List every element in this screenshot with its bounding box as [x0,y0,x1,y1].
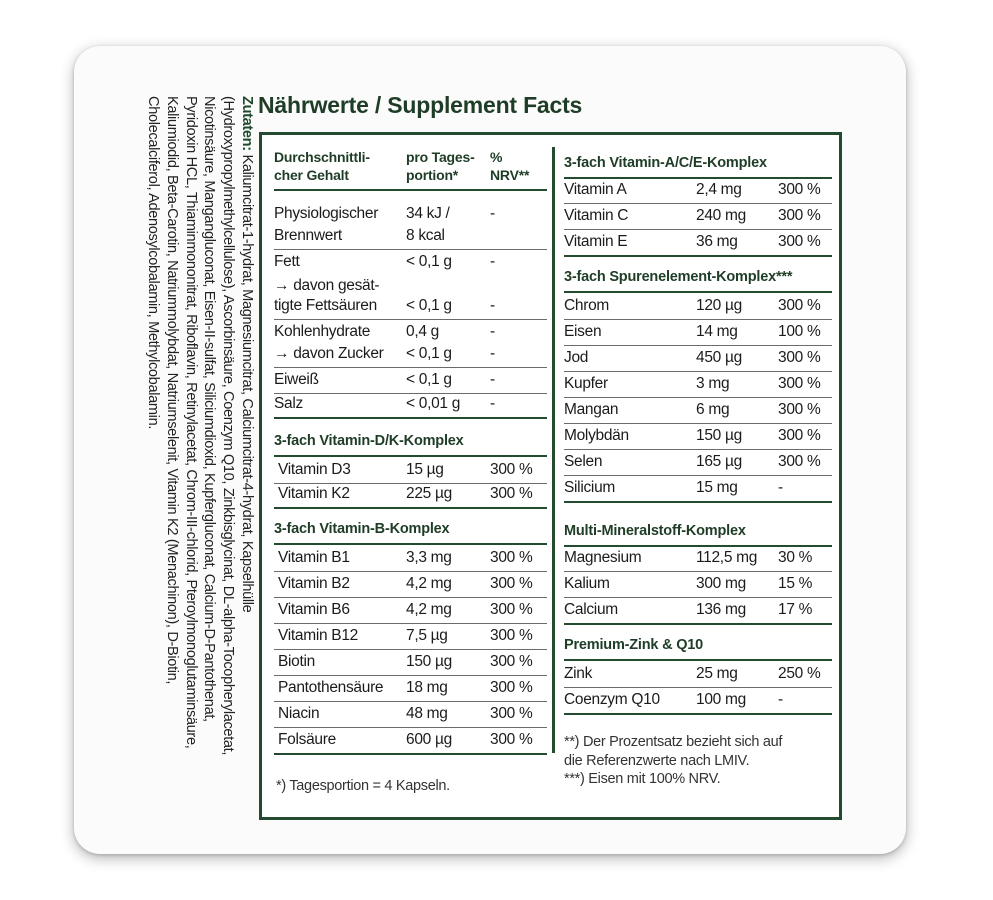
table-row [274,371,547,394]
row-nrv: 300 % [778,207,821,224]
row-amount: 100 mg [696,691,746,708]
footnote-nrv [564,733,782,789]
header-amount-1: pro Tages- [406,149,475,165]
row-name: Jod [564,349,589,366]
row-nrv: - [490,371,495,388]
row-amount: 2,4 mg [696,181,742,198]
row-name: → davon Zucker [274,345,384,362]
row-nrv: 30 % [778,549,813,566]
row-nrv: 15 % [778,575,813,592]
row-nrv: 300 % [778,375,821,392]
row-nrv: - [490,205,495,222]
table-row [274,485,547,509]
row-nrv: 300 % [778,427,821,444]
row-nrv: 300 % [490,575,533,592]
page-title: Nährwerte / Supplement Facts [258,92,583,118]
row-nrv: - [778,479,783,496]
header-nrv-2: NRV** [490,167,530,183]
row-amount: 150 µg [696,427,742,444]
row-amount: 112,5 mg [696,549,758,566]
row-nrv: 300 % [490,601,533,618]
row-name: Selen [564,453,603,470]
table-row [274,277,547,320]
row-name: Vitamin B1 [278,549,350,566]
row-name: Vitamin B6 [278,601,350,618]
row-amount: 300 mg [696,575,746,592]
row-nrv: - [778,691,783,708]
section-heading: Multi-Mineralstoff-Komplex [564,523,832,547]
table-row [274,575,547,598]
row-name: Chrom [564,297,610,314]
row-nrv: 300 % [490,627,533,644]
ingredients-list: Kaliumcitrat-1-hydrat, Magnesiumcitrat, Calciumcitrat-4-hydrat, Kapselhülle (Hydroxypropylmethylcellulose), Ascorbinsäure, Coenzym Q10, Zinkbisglycinat, DL-alpha-Tocopherylacetat, Nicotinsäure, Mangangluconat, Eisen-II-sulfat, Siliciumdioxid, Kupfergluconat, Calcium-D-Pantothenat, Pyridoxin HCL, Thiaminmononitrat, Riboflavin, Retinylacetat, Chrom-III-chlorid, Pteroylmonoglutaminsäure, Kaliumiodid, Beta-Carotin, Natriummolybdat, Natriumselenit, Vitamin K2 (Menachinon), D-Biotin, Cholecalciferol, Adenosylcobalamin, Methylcobalamin. [145,96,255,756]
row-amount: 136 mg [696,601,746,618]
row-amount: 600 µg [406,731,452,748]
table-row [564,601,832,625]
table-row [564,349,832,372]
row-name: Silicium [564,479,615,496]
row-amount: 3,3 mg [406,549,452,566]
table-row [274,205,547,250]
table-header [274,149,547,191]
row-nrv: 300 % [490,653,533,670]
row-nrv: 300 % [778,297,821,314]
row-amount: 18 mg [406,679,448,696]
table-row [564,323,832,346]
row-name: Biotin [278,653,315,670]
row-nrv: 300 % [490,461,533,478]
row-name: Salz [274,395,303,412]
table-row [274,253,547,275]
row-name: Niacin [278,705,320,722]
row-amount: 6 mg [696,401,730,418]
table-row [564,549,832,572]
section-heading: Premium-Zink & Q10 [564,637,832,661]
table-row [274,601,547,624]
table-row [564,453,832,476]
row-name: Vitamin K2 [278,485,350,502]
row-nrv: 300 % [778,233,821,250]
row-amount: < 0,1 g [406,253,452,270]
table-row [564,207,832,230]
row-amount: 4,2 mg [406,601,452,618]
row-name: Eiweiß [274,371,319,388]
row-name: Vitamin D3 [278,461,351,478]
row-name: Zink [564,665,593,682]
row-name: → davon gesät- [274,277,380,294]
row-amount: < 0,1 g [406,345,452,362]
supplement-facts-box [259,132,842,820]
row-amount: 150 µg [406,653,452,670]
row-name: Vitamin B2 [278,575,350,592]
row-amount: 7,5 µg [406,627,448,644]
row-name: Fett [274,253,300,270]
row-amount: 165 µg [696,453,742,470]
column-divider [552,147,555,753]
row-nrv: - [490,297,495,314]
ingredients-text [106,96,256,776]
table-row [274,627,547,650]
row-name-line2: Brennwert [274,227,342,244]
row-name: Pantothensäure [278,679,384,696]
footnote-serving: *) Tagesportion = 4 Kapseln. [276,778,450,794]
row-nrv: - [490,345,495,362]
row-name: Magnesium [564,549,642,566]
table-row [274,461,547,484]
table-row [564,427,832,450]
row-nrv: 300 % [490,705,533,722]
table-row [564,181,832,204]
row-name-line2: tigte Fettsäuren [274,297,377,314]
row-amount: 15 mg [696,479,738,496]
row-name: Mangan [564,401,619,418]
row-name: Vitamin C [564,207,629,224]
row-amount: 240 mg [696,207,746,224]
row-nrv: 300 % [490,485,533,502]
table-row [274,705,547,728]
row-name: Physiologischer [274,205,379,222]
row-amount: < 0,1 g [406,371,452,388]
row-nrv: 300 % [778,453,821,470]
row-amount: 48 mg [406,705,448,722]
section-heading: 3-fach Vitamin-B-Komplex [274,521,547,545]
row-name: Coenzym Q10 [564,691,660,708]
footnote-nrv-line1: **) Der Prozentsatz bezieht sich auf [564,734,783,750]
row-amount: 120 µg [696,297,742,314]
table-row [564,665,832,688]
row-name: Kupfer [564,375,608,392]
row-amount: 3 mg [696,375,730,392]
table-row [274,549,547,572]
row-nrv: - [490,323,495,340]
section-heading: 3-fach Vitamin-A/C/E-Komplex [564,155,832,179]
table-row [564,691,832,715]
section-heading: 3-fach Vitamin-D/K-Komplex [274,433,547,457]
row-amount: 15 µg [406,461,444,478]
row-amount: 25 mg [696,665,738,682]
header-content-2: cher Gehalt [274,167,349,183]
row-nrv: - [490,395,495,412]
row-name: Eisen [564,323,602,340]
header-content-1: Durchschnittli- [274,149,370,165]
row-name: Vitamin A [564,181,627,198]
row-amount: 225 µg [406,485,452,502]
table-row [564,479,832,503]
section-heading: 3-fach Spurenelement-Komplex*** [564,269,832,293]
row-nrv: 300 % [490,731,533,748]
row-nrv: - [490,253,495,270]
row-nrv: 300 % [490,679,533,696]
row-amount: < 0,01 g [406,395,461,412]
row-name: Kalium [564,575,610,592]
row-amount: 34 kJ / [406,205,450,222]
row-nrv: 300 % [490,549,533,566]
row-amount: 36 mg [696,233,738,250]
row-amount: < 0,1 g [406,297,452,314]
table-row [564,575,832,598]
row-amount: 0,4 g [406,323,439,340]
table-row [274,731,547,755]
ingredients-lead: Zutaten: [239,96,255,151]
table-row [274,653,547,676]
row-nrv: 300 % [778,181,821,198]
row-amount: 450 µg [696,349,742,366]
row-nrv: 300 % [778,349,821,366]
table-row [274,323,547,345]
footnote-iron: ***) Eisen mit 100% NRV. [564,771,721,787]
header-nrv-1: % [490,149,503,165]
table-row [564,401,832,424]
row-name: Calcium [564,601,618,618]
table-row [564,375,832,398]
row-name: Vitamin B12 [278,627,358,644]
table-row [274,395,547,419]
header-amount-2: portion* [406,167,459,183]
row-nrv: 300 % [778,401,821,418]
row-amount-line2: 8 kcal [406,227,445,244]
table-row [274,679,547,702]
row-nrv: 17 % [778,601,813,618]
row-amount: 14 mg [696,323,738,340]
table-row [274,345,547,368]
row-name: Kohlenhydrate [274,323,371,340]
table-row [564,297,832,320]
row-amount: 4,2 mg [406,575,452,592]
row-name: Molybdän [564,427,629,444]
footnote-nrv-line2: die Referenzwerte nach LMIV. [564,752,750,769]
table-row [564,233,832,257]
row-nrv: 100 % [778,323,821,340]
row-name: Vitamin E [564,233,628,250]
row-name: Folsäure [278,731,336,748]
row-nrv: 250 % [778,665,821,682]
